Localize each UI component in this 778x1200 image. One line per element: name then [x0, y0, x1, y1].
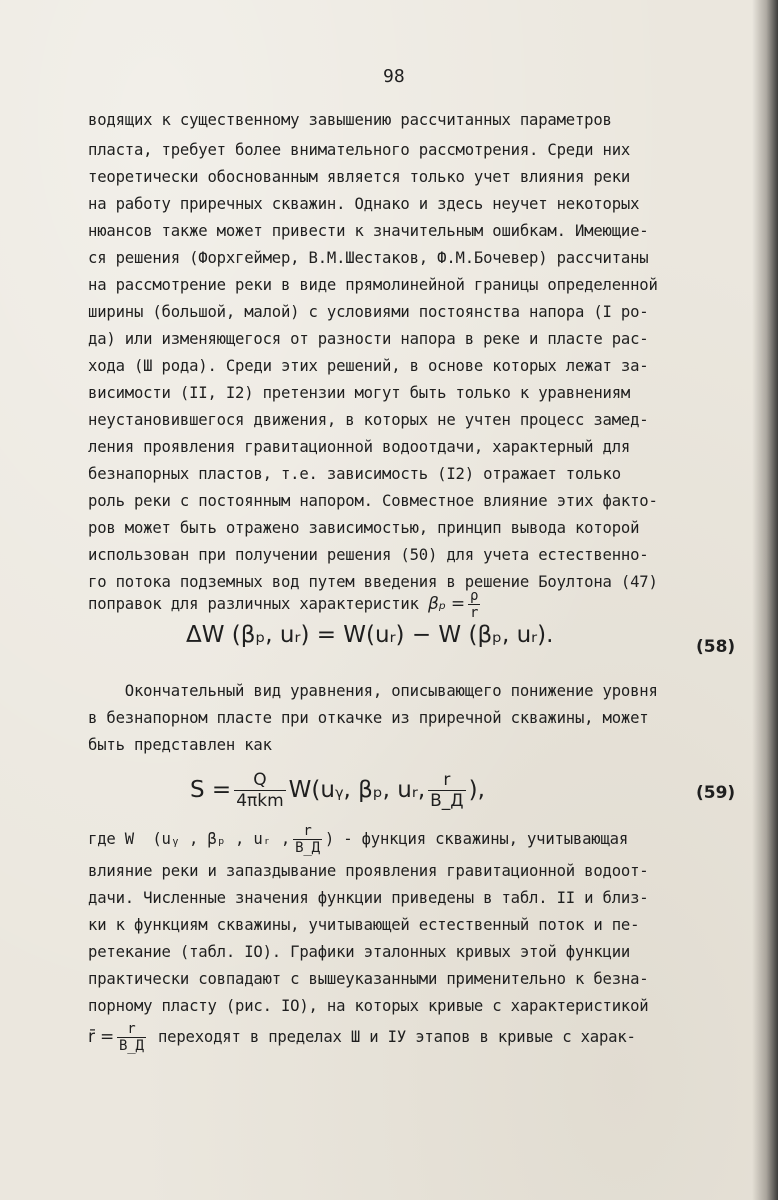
- beta-lhs: βₚ =: [427, 594, 465, 614]
- text-line: влияние реки и запаздывание проявления гравитационной водоот-: [88, 862, 649, 880]
- text-line: неустановившегося движения, в которых не учтен процесс замед-: [88, 411, 649, 429]
- gde-fraction: [293, 823, 322, 856]
- text-line-with-beta: [88, 586, 483, 622]
- eq59-tail: ),: [468, 777, 485, 803]
- text-line: в безнапорном пласте при откачке из приречной скважины, может: [88, 709, 649, 727]
- gde-suffix: ) - функция скважины, учитывающая: [324, 830, 629, 848]
- text-line: ки к функциям скважины, учитывающей естественный поток и пе-: [88, 916, 640, 934]
- text-line: ретекание (табл. IO). Графики эталонных кривых этой функции: [88, 943, 631, 961]
- equation-58-number: (58): [696, 637, 736, 657]
- text-line-gde: [88, 822, 628, 856]
- equation-59: [190, 762, 485, 818]
- text-line: практически совпадают с вышеуказанными применительно к безна-: [88, 970, 649, 988]
- eq59-function: W(uᵧ, βₚ, uᵣ,: [288, 777, 426, 803]
- eq59-numerator: Q: [234, 770, 285, 791]
- text-line: ров может быть отражено зависимостью, принцип вывода которой: [88, 519, 640, 537]
- eq59-main-fraction: [234, 770, 285, 811]
- text-line: хода (Ш рода). Среди этих решений, в основе которых лежат за-: [88, 357, 649, 375]
- text-line: да) или изменяющегося от разности напора в реке и пласте рас-: [88, 330, 649, 348]
- last-fraction: [117, 1021, 146, 1054]
- text-line: ширины (большой, малой) с условиями постоянства напора (I ро-: [88, 303, 649, 321]
- text-line: дачи. Численные значения функции приведены в табл. II и близ-: [88, 889, 649, 907]
- text-line: Окончательный вид уравнения, описывающего понижение уровня: [88, 682, 658, 700]
- gde-numerator: r: [293, 823, 322, 840]
- page-number: 98: [383, 66, 405, 87]
- text-line: теоретически обоснованным является только учет влияния реки: [88, 168, 631, 186]
- text-line: висимости (II, I2) претензии могут быть только к уравнениям: [88, 384, 631, 402]
- last-denominator: B_Д: [119, 1038, 144, 1054]
- text-line: поправок для различных характеристик: [88, 595, 419, 613]
- last-numerator: r: [117, 1021, 146, 1038]
- text-line: на работу приречных скважин. Однако и здесь неучет некоторых: [88, 195, 640, 213]
- eq59-denominator: 4πkm: [236, 791, 284, 811]
- text-line: роль реки с постоянным напором. Совместное влияние этих факто-: [88, 492, 658, 510]
- text-line: водящих к существенному завышению рассчитанных параметров: [88, 111, 612, 129]
- beta-denominator: r: [469, 605, 479, 621]
- text-line: быть представлен как: [88, 736, 272, 754]
- gde-prefix: где W (uᵧ , βₚ , uᵣ ,: [88, 830, 291, 848]
- eq59-inner-denominator: B_Д: [430, 791, 464, 811]
- text-line: нюансов также может привести к значительным ошибкам. Имеющие-: [88, 222, 649, 240]
- text-line: безнапорных пластов, т.е. зависимость (I2) отражает только: [88, 465, 621, 483]
- text-line: го потока подземных вод путем введения в решение Боултона (47): [88, 573, 658, 591]
- text-line: использован при получении решения (50) для учета естественно-: [88, 546, 649, 564]
- text-line: на рассмотрение реки в виде прямолинейной границы определенной: [88, 276, 658, 294]
- text-line-last: [88, 1017, 636, 1057]
- eq59-lhs: S =: [190, 777, 232, 803]
- eq59-inner-numerator: r: [428, 770, 465, 791]
- text-line: пласта, требует более внимательного рассмотрения. Среди них: [88, 141, 631, 159]
- beta-numerator: ρ: [469, 588, 479, 604]
- text-line: ления проявления гравитационной водоотдачи, характерный для: [88, 438, 631, 456]
- eq59-inner-fraction: [428, 770, 465, 811]
- last-text: переходят в пределах Ш и IУ этапов в кривые с харак-: [157, 1028, 636, 1046]
- beta-fraction: [468, 588, 480, 621]
- text-line: ся решения (Форхгеймер, В.М.Шестаков, Ф.М.Бочевер) рассчитаны: [88, 249, 649, 267]
- page-edge-shadow: [752, 0, 778, 1200]
- text-line: порному пласту (рис. IO), на которых кривые с характеристикой: [88, 997, 649, 1015]
- last-lhs: r̄ =: [88, 1027, 115, 1047]
- equation-58: ΔW (βₚ, uᵣ) = W(uᵣ) − W (βₚ, uᵣ).: [186, 622, 554, 648]
- equation-59-number: (59): [696, 783, 736, 803]
- gde-denominator: B_Д: [295, 840, 320, 856]
